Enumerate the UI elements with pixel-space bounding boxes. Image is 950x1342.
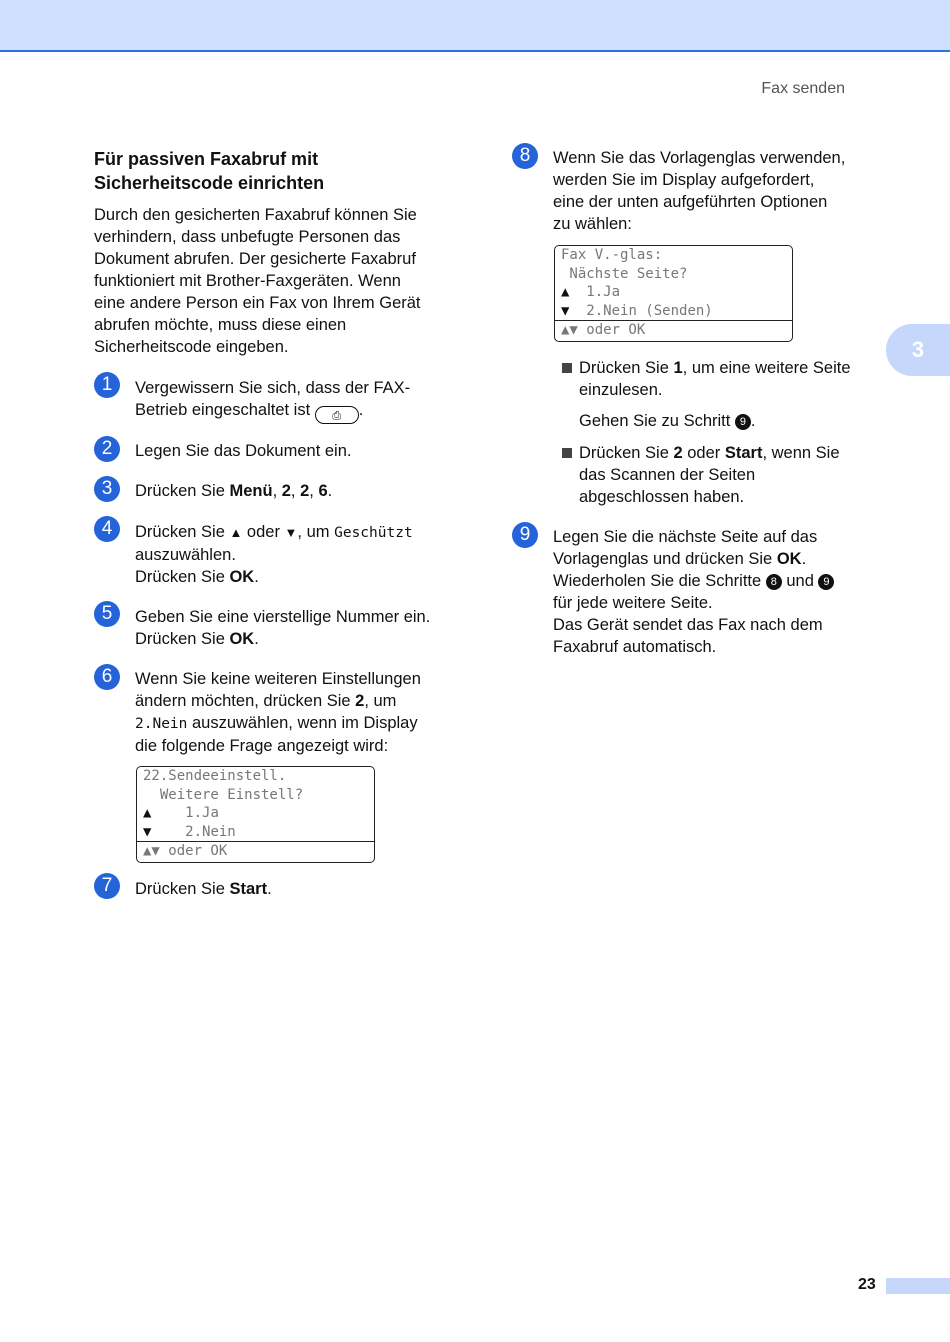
- step-text: .: [801, 550, 807, 568]
- step-text: Geben Sie eine vierstellige Nummer ein.: [135, 608, 431, 626]
- lcd-line: 2.Nein: [151, 823, 236, 840]
- chapter-tab: 3: [886, 324, 950, 376]
- up-down-arrow-icon: ▲▼: [561, 322, 578, 338]
- lcd-line: Nächste Seite?: [561, 265, 688, 282]
- step-text: .: [750, 412, 756, 430]
- key-ok: OK: [229, 630, 255, 648]
- step-ref-icon: 9: [735, 414, 751, 430]
- step-text: eine der unten aufgeführten Optionen: [553, 193, 828, 211]
- step-text: abgeschlossen haben.: [579, 488, 745, 506]
- step-text: ,: [309, 482, 319, 500]
- lcd-line: 2.Nein (Senden): [569, 302, 713, 319]
- step-text-part: .: [358, 401, 364, 419]
- step-text: Drücken Sie: [579, 359, 674, 377]
- key-2: 2: [281, 482, 291, 500]
- key-2: 2: [355, 692, 365, 710]
- intro-line: eine andere Person ein Fax von Ihrem Gerät: [94, 294, 421, 312]
- step-text: Vergewissern Sie sich, dass der FAX-: [135, 379, 411, 397]
- step-text: Drücken Sie: [135, 568, 230, 586]
- step-number: 4: [94, 516, 120, 542]
- step-text: Legen Sie die nächste Seite auf das: [553, 528, 818, 546]
- step-text: das Scannen der Seiten: [579, 466, 756, 484]
- menu-option: 2.Nein: [135, 716, 188, 732]
- step-text: Drücken Sie: [135, 880, 230, 898]
- intro-line: funktioniert mit Brother-Faxgeräten. Wenn: [94, 272, 401, 290]
- bullet-icon: [562, 363, 572, 373]
- step-3: [135, 480, 332, 502]
- key-menu: Menü: [229, 482, 273, 500]
- step-text: werden Sie im Display aufgefordert,: [553, 171, 815, 189]
- step-ref-icon: 8: [766, 574, 782, 590]
- step-9: [553, 526, 834, 658]
- lcd-line: 22.Sendeeinstell.: [143, 768, 287, 784]
- step-1: [135, 377, 410, 424]
- step-text: , um: [297, 523, 335, 541]
- step-text: auszuwählen.: [135, 546, 236, 564]
- step-text: Vorlagenglas und drücken Sie: [553, 550, 777, 568]
- section-title-line2: Sicherheitscode einrichten: [94, 173, 325, 193]
- intro-line: Durch den gesicherten Faxabruf können Sie: [94, 206, 417, 224]
- lcd-footer: oder OK: [577, 322, 646, 338]
- section-title: [94, 147, 324, 195]
- step-text: , um: [364, 692, 397, 710]
- key-2: 2: [673, 444, 683, 462]
- up-arrow-icon: ▲: [561, 284, 570, 300]
- key-start: Start: [229, 880, 268, 898]
- key-2: 2: [300, 482, 310, 500]
- step-6: [135, 668, 421, 757]
- step-text: zu wählen:: [553, 215, 632, 233]
- step-text: auszuwählen, wenn im Display: [187, 714, 418, 732]
- step-number: 3: [94, 476, 120, 502]
- step-text: Drücken Sie: [135, 630, 230, 648]
- step-number: 8: [512, 143, 538, 169]
- step-text: .: [267, 880, 272, 898]
- step-text: oder: [242, 523, 285, 541]
- step-text: .: [327, 482, 333, 500]
- section-title-line1: Für passiven Faxabruf mit: [94, 149, 319, 169]
- down-arrow-icon: ▼: [143, 823, 152, 840]
- step-text: [135, 399, 410, 424]
- step-text: Gehen Sie zu Schritt: [579, 412, 735, 430]
- intro-line: Sicherheitscode eingeben.: [94, 338, 289, 356]
- lcd-line: Weitere Einstell?: [143, 786, 304, 803]
- step-text: Das Gerät sendet das Fax nach dem: [553, 616, 823, 634]
- key-ok: OK: [229, 568, 255, 586]
- step-text: Drücken Sie: [135, 482, 230, 500]
- page-number: 23: [858, 1276, 876, 1293]
- step-text: und: [781, 572, 819, 590]
- step-number: 7: [94, 873, 120, 899]
- step-text-part: Betrieb eingeschaltet ist: [135, 401, 311, 419]
- goto-step: [579, 410, 756, 432]
- step-text: , wenn Sie: [762, 444, 840, 462]
- up-down-arrow-icon: ▲▼: [143, 843, 160, 859]
- step-text: Legen Sie das Dokument ein.: [135, 442, 352, 460]
- step-number: 1: [94, 372, 120, 398]
- step-text: , um eine weitere Seite: [682, 359, 851, 377]
- step-number: 2: [94, 436, 120, 462]
- intro-line: verhindern, dass unbefugte Personen das: [94, 228, 401, 246]
- step-ref-icon: 9: [818, 574, 834, 590]
- bullet-icon: [562, 448, 572, 458]
- key-1: 1: [673, 359, 683, 377]
- lcd-footer: oder OK: [159, 843, 228, 859]
- step-number: 5: [94, 601, 120, 627]
- bullet-option-1: [579, 357, 851, 401]
- up-arrow-icon: ▲: [229, 525, 243, 540]
- step-4: [135, 521, 413, 588]
- intro-line: Dokument abrufen. Der gesicherte Faxabruf: [94, 250, 416, 268]
- lcd-display: [136, 766, 375, 863]
- step-text: einzulesen.: [579, 381, 663, 399]
- lcd-line: Fax V.-glas:: [561, 247, 663, 263]
- step-text: Wenn Sie keine weiteren Einstellungen: [135, 670, 421, 688]
- step-text: Wenn Sie das Vorlagenglas verwenden,: [553, 149, 846, 167]
- step-number: 9: [512, 522, 538, 548]
- step-text: ändern möchten, drücken Sie: [135, 692, 356, 710]
- step-7: [135, 878, 272, 900]
- fax-mode-icon: ⎙: [315, 406, 359, 424]
- step-text: Drücken Sie: [579, 444, 674, 462]
- step-text: Wiederholen Sie die Schritte: [553, 572, 766, 590]
- key-ok: OK: [776, 550, 802, 568]
- lcd-line: 1.Ja: [569, 284, 621, 300]
- top-bar: [0, 0, 950, 52]
- step-text: ,: [272, 482, 282, 500]
- page-footer-bar: [886, 1278, 950, 1294]
- step-text: oder: [682, 444, 725, 462]
- step-text: .: [254, 630, 259, 648]
- intro-paragraph: [94, 204, 421, 358]
- up-arrow-icon: ▲: [143, 805, 152, 821]
- intro-line: abrufen möchte, muss diese einen: [94, 316, 347, 334]
- bullet-option-2: [579, 442, 840, 508]
- lcd-display: [554, 245, 793, 342]
- section-header: Fax senden: [761, 80, 845, 97]
- step-text: Drücken Sie: [135, 523, 230, 541]
- step-number: 6: [94, 664, 120, 690]
- step-text: Faxabruf automatisch.: [553, 638, 717, 656]
- key-start: Start: [724, 444, 763, 462]
- step-8: [553, 147, 845, 235]
- down-arrow-icon: ▼: [284, 525, 298, 540]
- step-text: .: [254, 568, 259, 586]
- step-text: ,: [290, 482, 301, 500]
- step-text: die folgende Frage angezeigt wird:: [135, 737, 389, 755]
- key-6: 6: [318, 482, 328, 500]
- menu-option: Geschützt: [334, 525, 413, 541]
- down-arrow-icon: ▼: [561, 302, 570, 319]
- lcd-line: 1.Ja: [151, 805, 219, 821]
- step-2: [135, 440, 351, 462]
- step-5: [135, 606, 430, 650]
- step-text: für jede weitere Seite.: [553, 594, 713, 612]
